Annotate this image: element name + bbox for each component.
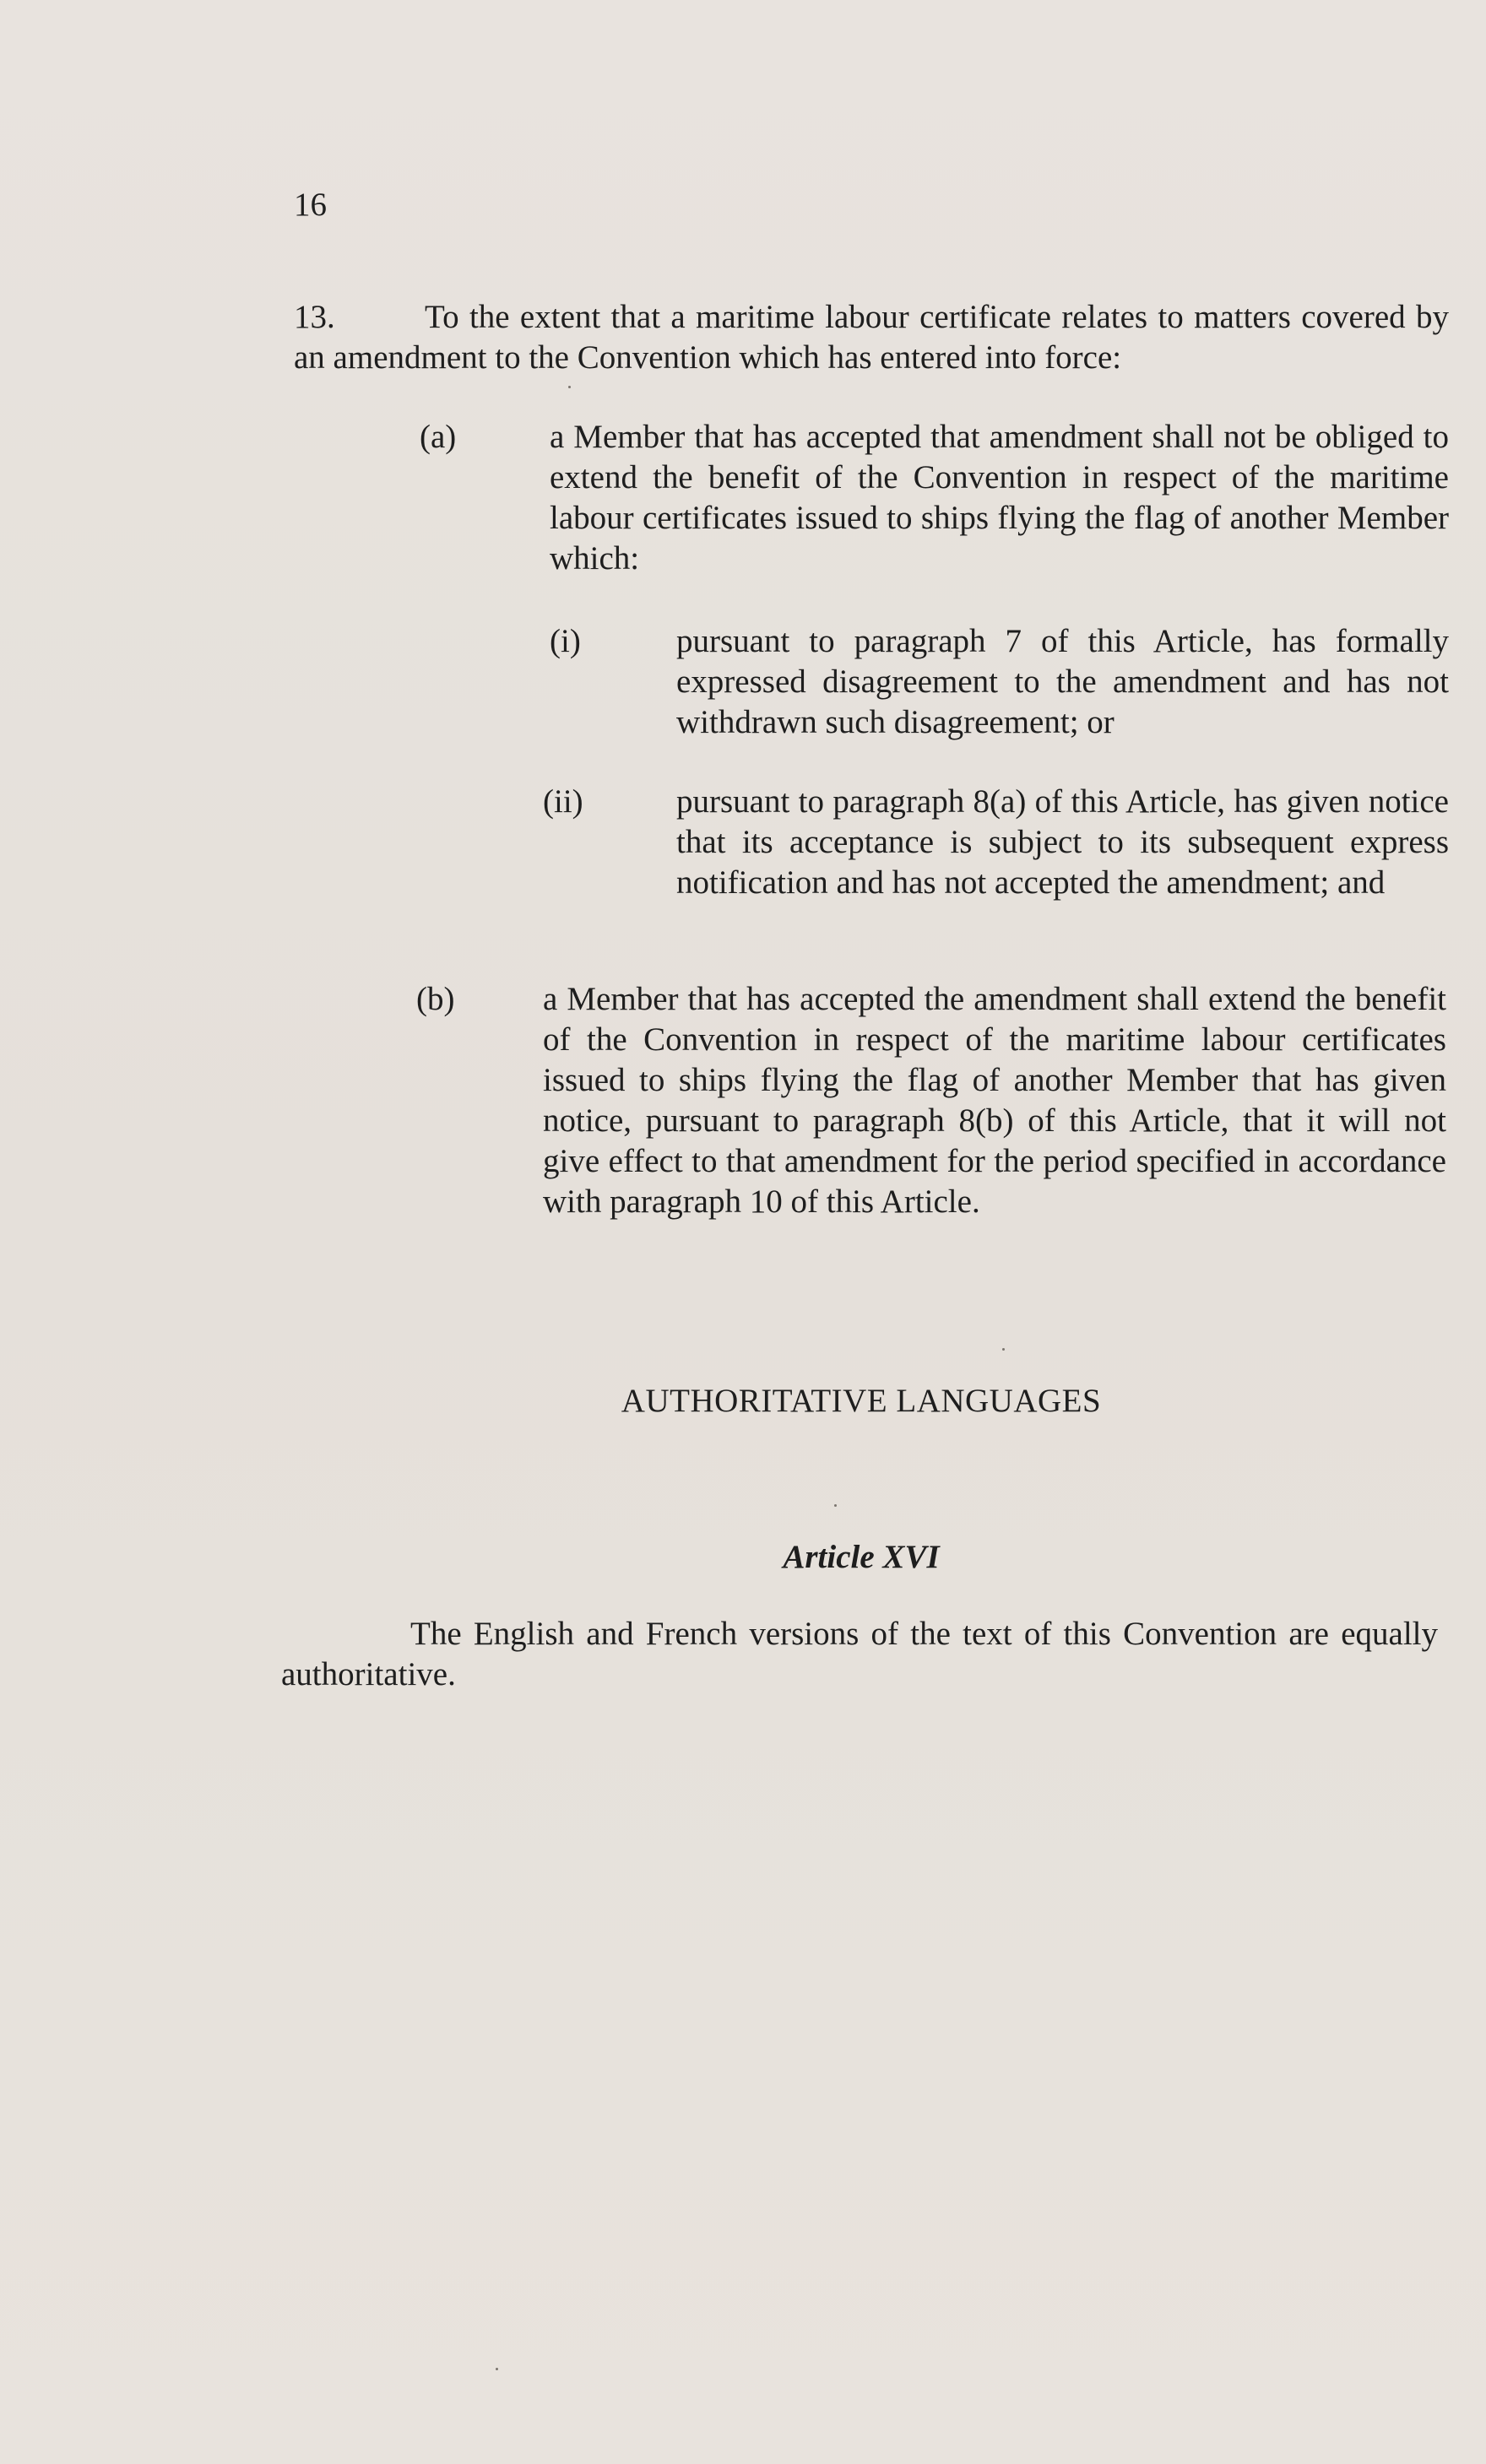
sub-item-i-text: pursuant to paragraph 7 of this Article, has formally expressed disagreement to the amendment and has not withdrawn such disagreement; or	[676, 623, 1449, 740]
article-title: Article XVI	[783, 1539, 940, 1575]
paper-speck	[1002, 1348, 1005, 1351]
paper-speck	[496, 2368, 498, 2370]
sub-item-i-label: (i)	[550, 623, 581, 659]
item-a-text: a Member that has accepted that amendment shall not be obliged to extend the benefit of the Convention in respect of the maritime labour certificates issued to ships flying the flag of another Member which:	[550, 419, 1449, 577]
sub-item-ii-label: (ii)	[543, 783, 583, 820]
item-b-label: (b)	[416, 981, 455, 1017]
article-text: The English and French versions of the text of this Convention are equally authoritative.	[281, 1616, 1438, 1692]
paragraph-13-text: To the extent that a maritime labour certificate relates to matters covered by an amendment to the Convention which has entered into force:	[294, 299, 1449, 376]
item-b-text: a Member that has accepted the amendment shall extend the benefit of the Convention in respect of the maritime labour certificates issued to ships flying the flag of another Member that has given notice, pursuant to paragraph 8(b) of this Article, that it will not give effect to that amendment for the period specified in accordance with paragraph 10 of this Article.	[543, 981, 1446, 1220]
paper-speck	[568, 386, 571, 388]
sub-item-ii-text: pursuant to paragraph 8(a) of this Article, has given notice that its acceptance is subject to its subsequent express notification and has not accepted the amendment; and	[676, 783, 1449, 901]
page-number: 16	[294, 187, 327, 223]
item-a-label: (a)	[420, 419, 457, 455]
paper-speck	[834, 1504, 837, 1507]
paragraph-13-number: 13.	[294, 299, 335, 335]
paragraph-13	[294, 297, 1449, 378]
section-heading: AUTHORITATIVE LANGUAGES	[621, 1383, 1102, 1419]
